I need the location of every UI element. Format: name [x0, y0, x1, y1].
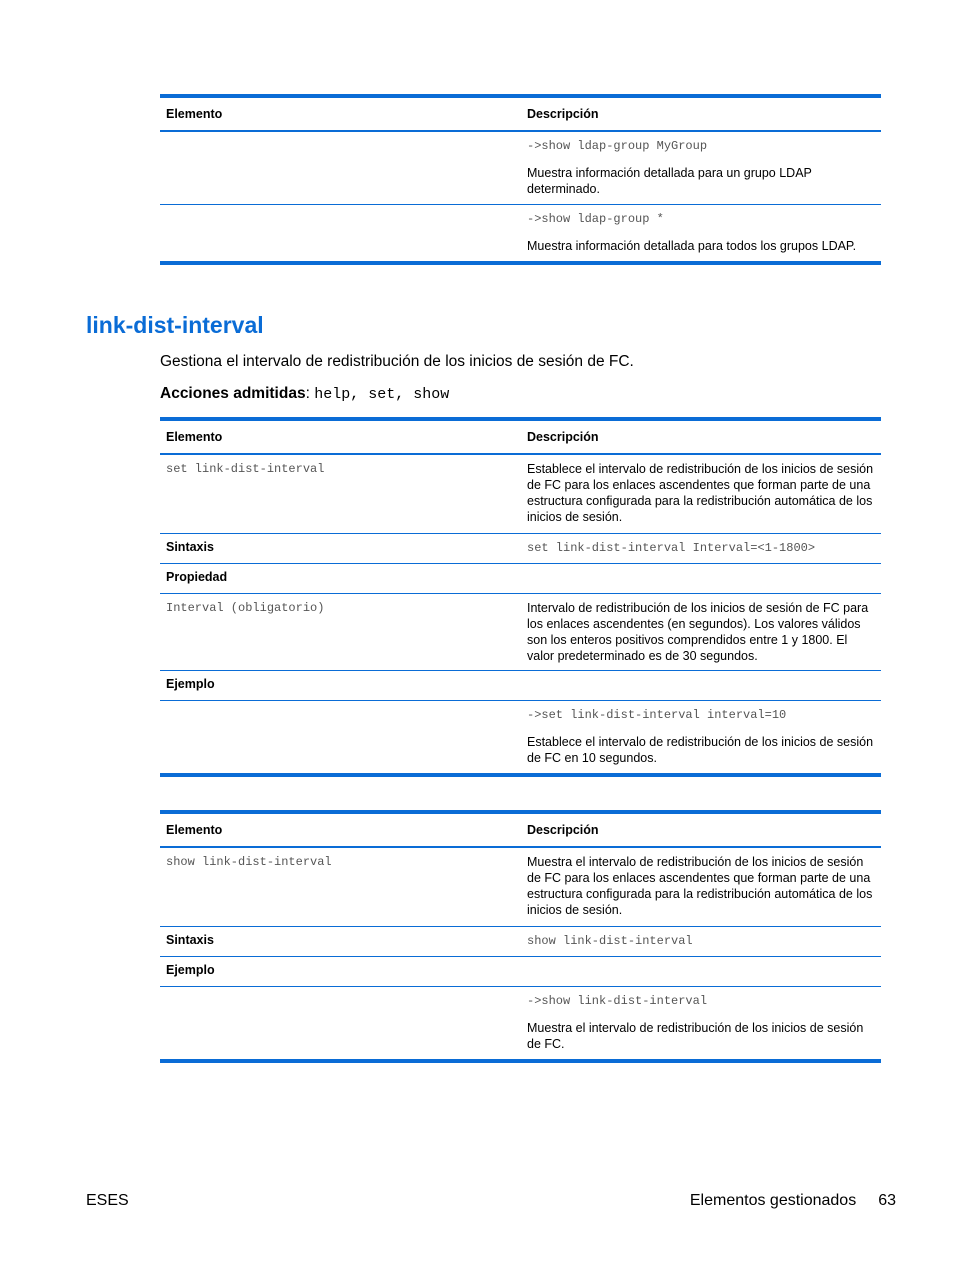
table-row — [160, 671, 881, 701]
row-element — [160, 132, 521, 204]
table-row — [160, 927, 881, 957]
footer-section-title: Elementos gestionados — [689, 1192, 857, 1209]
syntax-value: show link-dist-interval — [527, 934, 693, 948]
table-row — [160, 455, 881, 534]
example-command: ->show link-dist-interval — [527, 994, 708, 1008]
syntax-label: Sintaxis — [166, 933, 214, 947]
example-description: Muestra información detallada para un grupo LDAP determinado. — [527, 166, 812, 196]
row-element — [160, 205, 521, 261]
table-row — [160, 594, 881, 671]
header-descripcion: Descripción — [527, 823, 599, 837]
table-bottom-rule — [160, 1059, 881, 1063]
ldap-group-table — [160, 94, 881, 265]
section-title: link-dist-interval — [86, 312, 264, 338]
example-command: ->show ldap-group * — [527, 212, 664, 226]
footer-section — [690, 1192, 896, 1210]
syntax-value: set link-dist-interval Interval=<1-1800> — [527, 541, 816, 555]
supported-actions-label: Acciones admitidas — [160, 385, 306, 402]
example-command: ->set link-dist-interval interval=10 — [527, 708, 787, 722]
row-description — [521, 701, 881, 773]
example-value — [521, 957, 881, 986]
property-value — [521, 564, 881, 593]
example-label: Ejemplo — [166, 677, 215, 691]
row-element — [160, 987, 521, 1059]
property-description: Intervalo de redistribución de los inicios de sesión de FC para los enlaces ascendentes (en segundos). Los valores válidos son los enteros positivos comprendidos entre 1 y 1800. El valor predeterminado es de 30 segundos. — [527, 601, 869, 663]
footer-locale: ESES — [86, 1192, 129, 1209]
header-descripcion: Descripción — [527, 107, 599, 121]
table-bottom-rule — [160, 773, 881, 777]
table-row — [160, 534, 881, 564]
syntax-label: Sintaxis — [166, 540, 214, 554]
supported-actions-values: help, set, show — [314, 386, 450, 403]
section-intro: Gestiona el intervalo de redistribución de los inicios de sesión de FC. — [160, 353, 634, 370]
command-description: Establece el intervalo de redistribución de los inicios de sesión de FC para los enlaces ascendentes que forman parte de una estructura configurada para la redistribución automática de los inicios de sesión. — [527, 462, 874, 524]
row-description — [521, 132, 881, 204]
example-command: ->show ldap-group MyGroup — [527, 139, 708, 153]
table-header — [160, 421, 881, 455]
example-description: Muestra el intervalo de redistribución de los inicios de sesión de FC. — [527, 1021, 864, 1051]
command-name: show link-dist-interval — [166, 855, 332, 869]
table-row — [160, 564, 881, 594]
header-elemento: Elemento — [166, 430, 223, 444]
row-description — [521, 205, 881, 261]
command-name: set link-dist-interval — [166, 462, 325, 476]
table-header — [160, 98, 881, 132]
table-row — [160, 132, 881, 205]
example-description: Muestra información detallada para todos los grupos LDAP. — [527, 239, 857, 253]
table-row — [160, 987, 881, 1059]
page-number: 63 — [878, 1192, 896, 1209]
example-label: Ejemplo — [166, 963, 215, 977]
row-element — [160, 701, 521, 773]
table-row — [160, 957, 881, 987]
table-bottom-rule — [160, 261, 881, 265]
set-link-dist-interval-table — [160, 417, 881, 777]
property-name: Interval (obligatorio) — [166, 601, 325, 615]
table-header — [160, 814, 881, 848]
example-value — [521, 671, 881, 700]
property-label: Propiedad — [166, 570, 228, 584]
table-row — [160, 701, 881, 773]
header-elemento: Elemento — [166, 823, 223, 837]
header-elemento: Elemento — [166, 107, 223, 121]
example-description: Establece el intervalo de redistribución de los inicios de sesión de FC en 10 segundos. — [527, 735, 874, 765]
supported-actions — [160, 385, 449, 403]
table-row — [160, 848, 881, 927]
header-descripcion: Descripción — [527, 430, 599, 444]
command-description: Muestra el intervalo de redistribución de los inicios de sesión de FC para los enlaces ascendentes que forman parte de una estructura configurada para la redistribución automática de los inicios de sesión. — [527, 855, 873, 917]
table-row — [160, 205, 881, 261]
row-description — [521, 987, 881, 1059]
show-link-dist-interval-table — [160, 810, 881, 1063]
supported-actions-separator: : — [305, 385, 315, 402]
